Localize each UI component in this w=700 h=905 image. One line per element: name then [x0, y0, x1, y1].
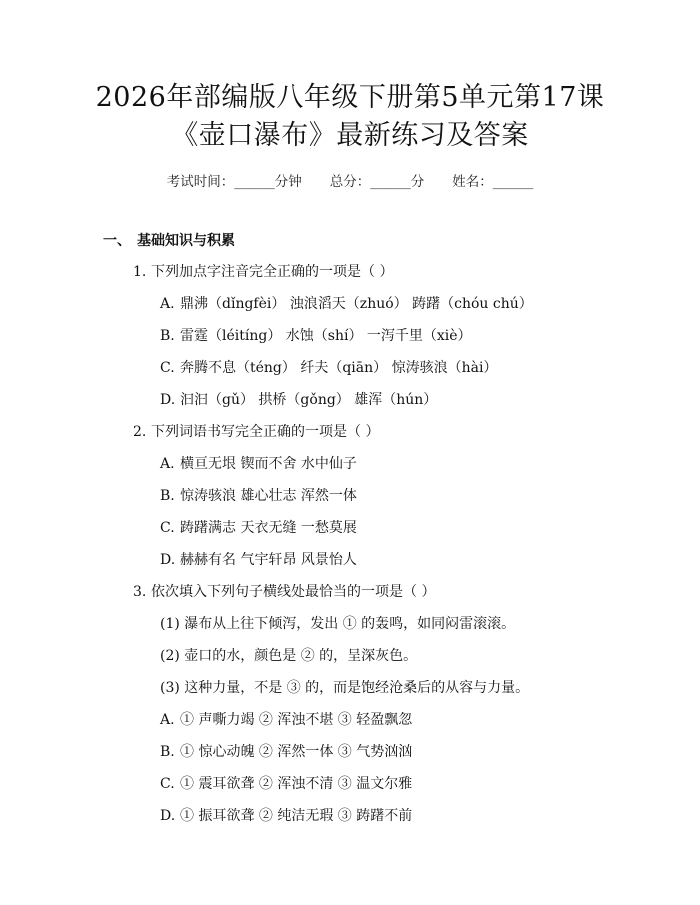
- question-3-sentence-1: (1) 瀑布从上往下倾泻，发出 ① 的轰鸣，如同闷雷滚滚。: [160, 616, 516, 632]
- question-number: 1.: [133, 264, 147, 280]
- question-3-option-d: [160, 805, 412, 825]
- section-heading: [103, 230, 235, 250]
- option-letter: D.: [160, 808, 176, 824]
- option-text: 横亘无垠 锲而不舍 水中仙子: [180, 456, 357, 472]
- option-text: 雷霆（léitíng） 水蚀（shí） 一泻千里（xiè）: [180, 328, 472, 344]
- option-text: 鼎沸（dǐngfèi） 浊浪滔天（zhuó） 踌躇（chóu chú）: [180, 296, 533, 312]
- option-text: ① 振耳欲聋 ② 纯洁无瑕 ③ 踌躇不前: [180, 808, 413, 824]
- document-title-line-1: 2026年部编版八年级下册第5单元第17课: [95, 82, 605, 113]
- exam-info: [0, 170, 700, 190]
- option-text: 汩汩（gǔ） 拱桥（gǒng） 雄浑（hún）: [180, 392, 438, 408]
- option-text: 奔腾不息（téng） 纤夫（qiān） 惊涛骇浪（hài）: [180, 360, 498, 376]
- option-letter: A.: [160, 296, 175, 312]
- option-text: 赫赫有名 气宇轩昂 风景怡人: [180, 552, 357, 568]
- question-text: 下列词语书写完全正确的一项是（ ）: [151, 424, 380, 440]
- question-3-sentence-2: (2) 壶口的水，颜色是 ② 的，呈深灰色。: [160, 648, 418, 664]
- option-text: ① 震耳欲聋 ② 浑浊不清 ③ 温文尔雅: [180, 776, 413, 792]
- exam-time-field: 考试时间：______分钟: [166, 174, 302, 190]
- option-letter: C.: [160, 520, 175, 536]
- question-1-stem: [133, 261, 393, 281]
- question-3-option-a: [160, 709, 412, 729]
- question-2-option-d: [160, 549, 357, 569]
- option-text: ① 惊心动魄 ② 浑然一体 ③ 气势汹汹: [180, 744, 413, 760]
- question-3-option-c: [160, 773, 412, 793]
- question-2-stem: [133, 421, 379, 441]
- section-number: 一、: [103, 233, 131, 249]
- option-letter: D.: [160, 392, 176, 408]
- option-letter: D.: [160, 552, 176, 568]
- question-1-option-c: [160, 357, 497, 377]
- question-3-stem: [133, 581, 435, 601]
- question-3-sentence-3: (3) 这种力量，不是 ③ 的，而是饱经沧桑后的从容与力量。: [160, 680, 530, 696]
- document-title-line-2: 《壶口瀑布》最新练习及答案: [171, 120, 529, 151]
- option-text: 惊涛骇浪 雄心壮志 浑然一体: [180, 488, 357, 504]
- option-letter: B.: [160, 488, 175, 504]
- question-text: 依次填入下列句子横线处最恰当的一项是（ ）: [151, 584, 436, 600]
- question-text: 下列加点字注音完全正确的一项是（ ）: [151, 264, 394, 280]
- option-letter: A.: [160, 456, 175, 472]
- question-1-option-d: [160, 389, 437, 409]
- question-number: 2.: [133, 424, 147, 440]
- question-3-option-b: [160, 741, 412, 761]
- option-letter: C.: [160, 360, 175, 376]
- option-letter: A.: [160, 712, 175, 728]
- total-score-field: 总分：______分: [329, 174, 425, 190]
- question-2-option-b: [160, 485, 357, 505]
- question-2-option-c: [160, 517, 357, 537]
- option-letter: B.: [160, 744, 175, 760]
- option-text: ① 声嘶力竭 ② 浑浊不堪 ③ 轻盈飘忽: [180, 712, 413, 728]
- option-text: 踌躇满志 天衣无缝 一愁莫展: [180, 520, 357, 536]
- option-letter: B.: [160, 328, 175, 344]
- section-title: 基础知识与积累: [137, 233, 235, 249]
- student-name-field: 姓名：______: [452, 174, 534, 190]
- question-1-option-b: [160, 325, 472, 345]
- question-number: 3.: [133, 584, 147, 600]
- question-2-option-a: [160, 453, 357, 473]
- option-letter: C.: [160, 776, 175, 792]
- question-1-option-a: [160, 293, 533, 313]
